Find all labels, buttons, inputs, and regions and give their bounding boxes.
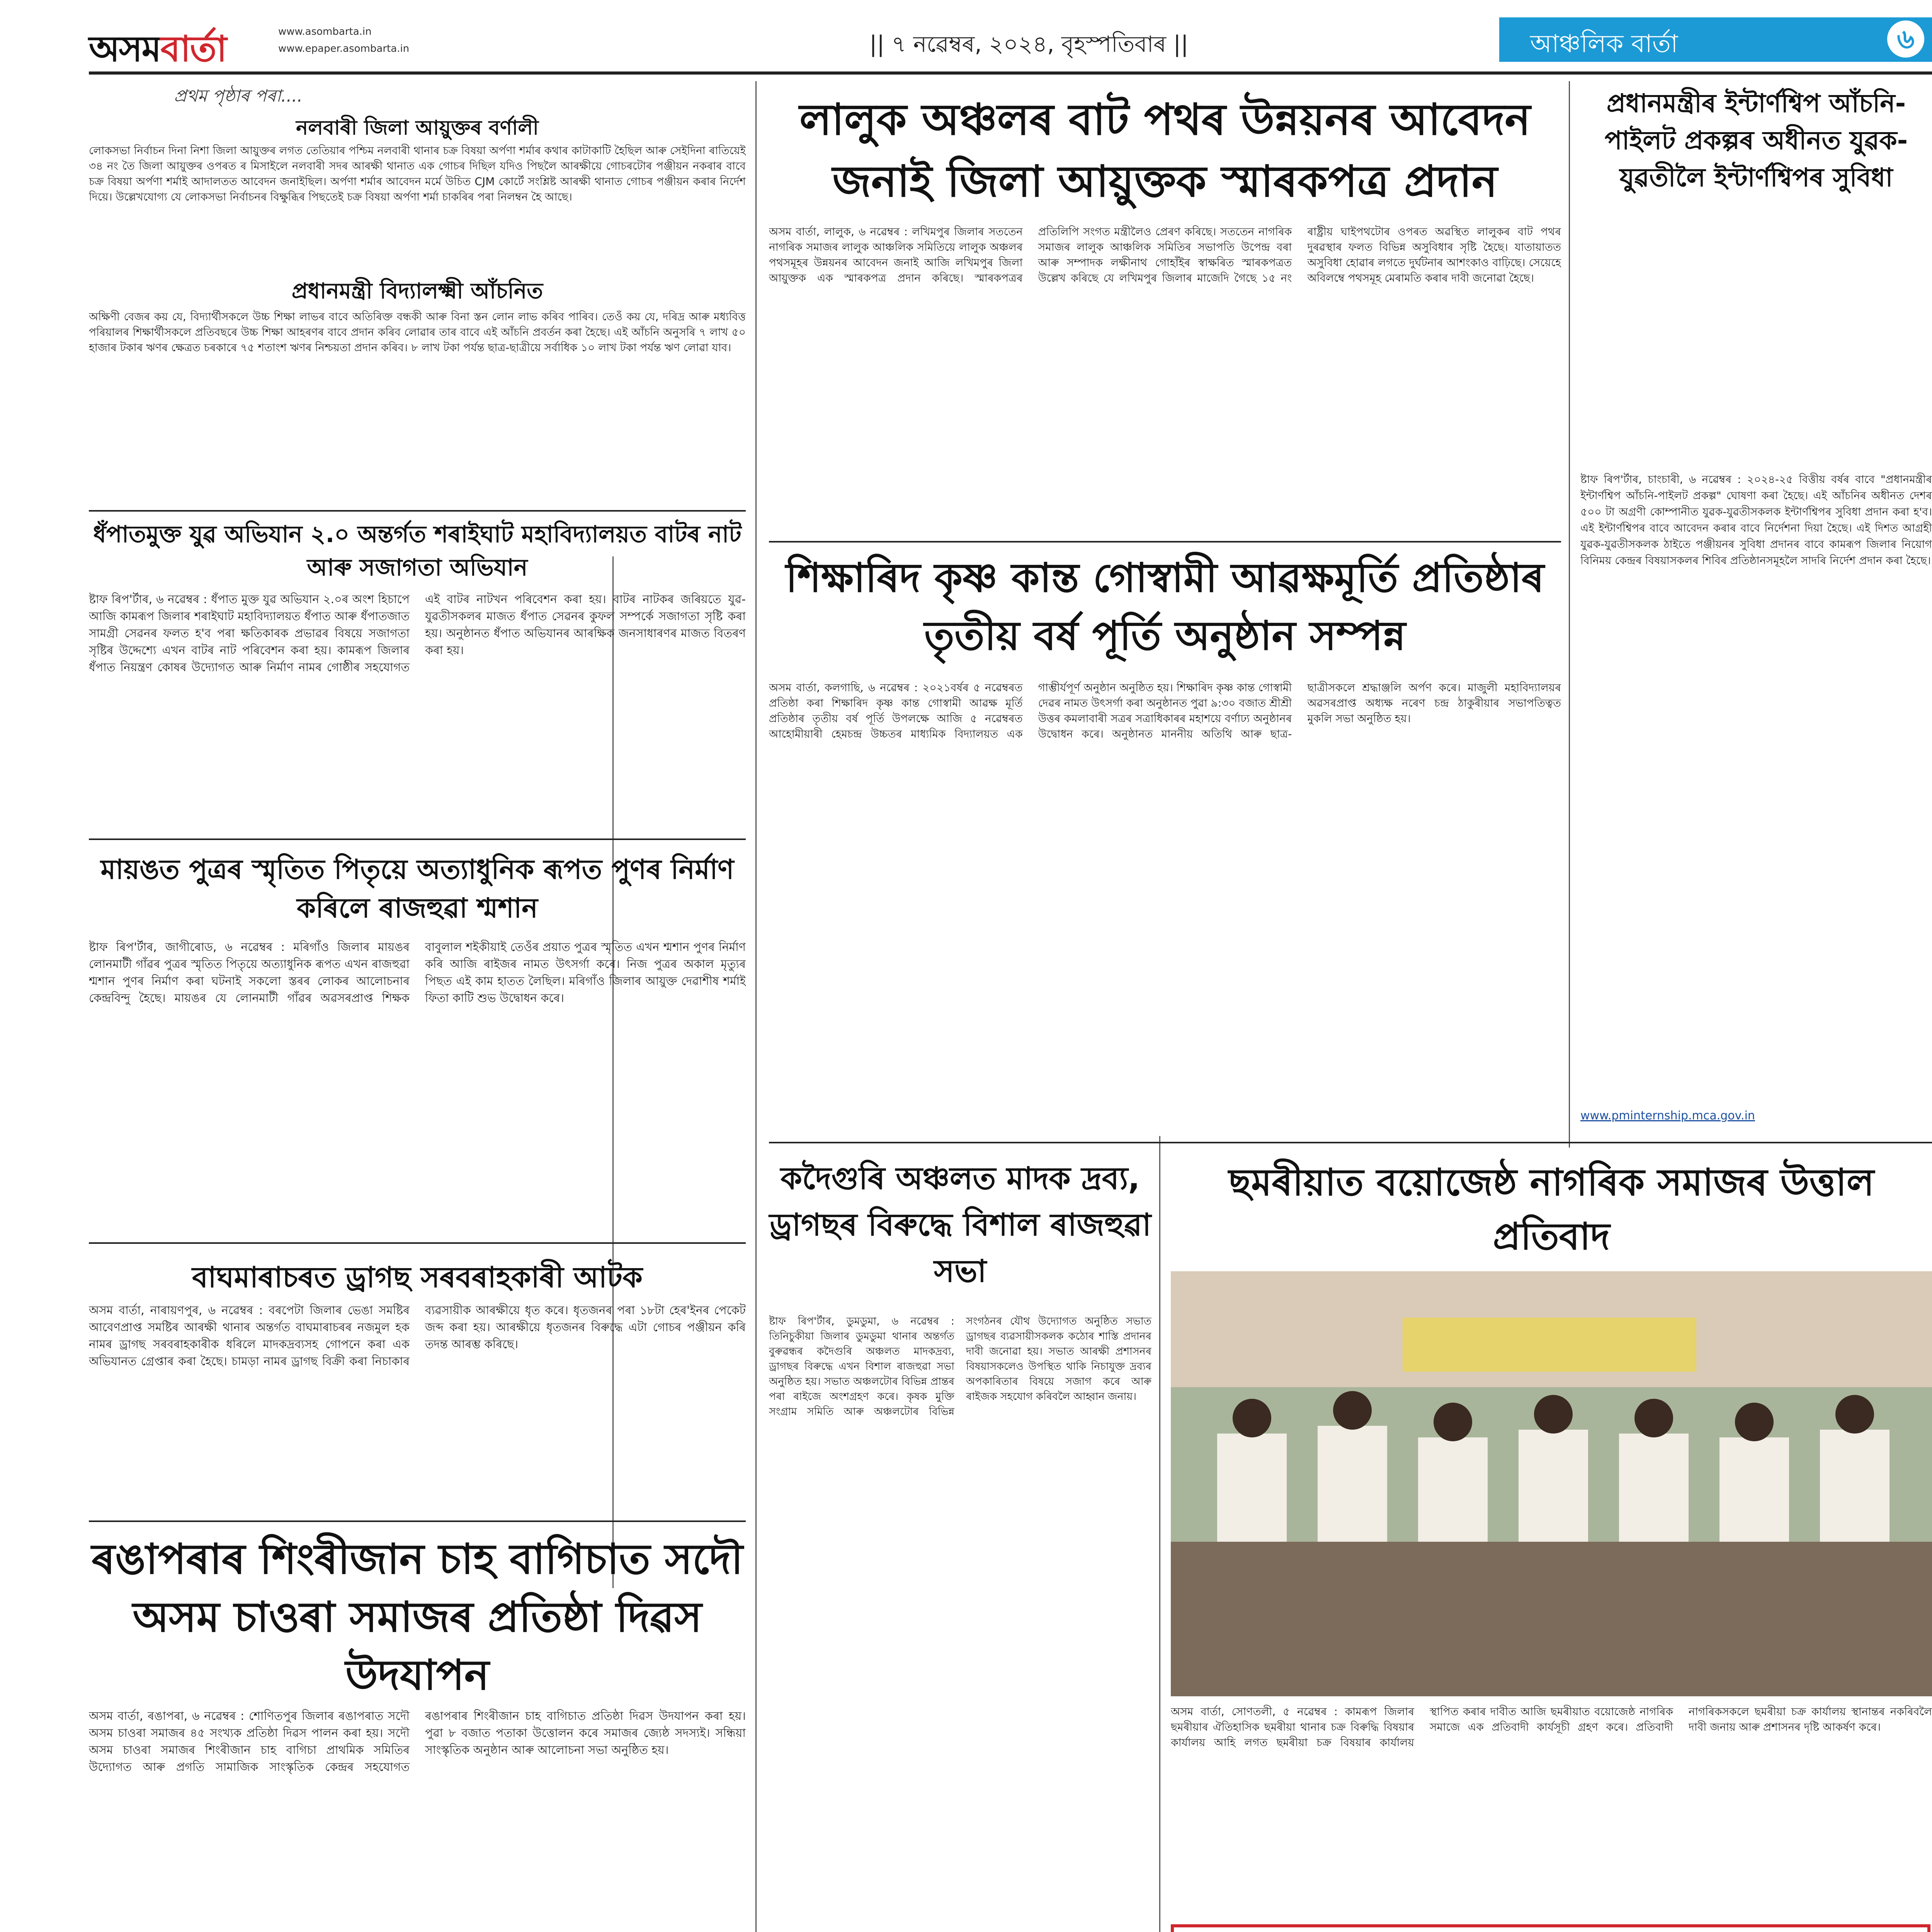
headline-a2[interactable]: প্ৰধানমন্ত্ৰী বিদ্যালক্ষ্মী আঁচনিত xyxy=(291,279,543,304)
protest-gathering-photo xyxy=(1171,1271,1932,1696)
column-divider xyxy=(1569,81,1570,1148)
headline-c1[interactable]: প্ৰধানমন্ত্ৰীৰ ইন্টাৰ্ণশ্বিপ আঁচনি-পাইলট প্ৰকল্পৰ অধীনত যুৱক-যুৱতীলৈ ইন্টাৰ্ণশ্বিপৰ সুবিধা xyxy=(1604,88,1908,192)
column-divider xyxy=(755,81,757,1932)
article-body-a5: অসম বাৰ্তা, নাৰায়ণপুৰ, ৬ নৱেম্বৰ : বৰপেটা জিলাৰ ভেঙা সমষ্টিৰ আবেণপ্ৰাপ্ত সমষ্টিৰ আৰক্ষী থানাৰ অন্তৰ্গত বাঘমাৰাচৰৰ নজমুল হক নামৰ ড্ৰাগছ সৰবৰাহকাৰীক ধৰিলে মাদকদ্ৰব্যসহ গোপনে কৰা এক অভিযানত গ্ৰেপ্তাৰ কৰা হৈছে। চামড়া নামৰ ড্ৰাগছ বিক্ৰী কৰা নিচাকাৰ ব্যৱসায়ীক আৰক্ষীয়ে ধৃত কৰে। ধৃতজনৰ পৰা ১৮টা হেৰ'ইনৰ পেকেট জব্দ কৰা হয়। আৰক্ষীয়ে ধৃতজনৰ বিৰুদ্ধে এটা গোচৰ পঞ্জীয়ন কৰি তদন্ত আৰম্ভ কৰিছে। xyxy=(89,1304,746,1368)
divider xyxy=(89,838,746,840)
headline-a6[interactable]: ৰঙাপৰাৰ শিংৰীজান চাহ বাগিচাত সদৌ অসম চাওৰা সমাজৰ প্ৰতিষ্ঠা দিৱস উদযাপন xyxy=(92,1535,743,1699)
website-links xyxy=(278,23,409,57)
article-body-a6: অসম বাৰ্তা, ৰঙাপৰা, ৬ নৱেম্বৰ : শোণিতপুৰ জিলাৰ ৰঙাপৰাত সদৌ অসম চাওৰা সমাজৰ ৪৫ সংখ্যক প্ৰতিষ্ঠা দিৱস পালন কৰা হয়। সদৌ অসম চাওৰা সমাজৰ শিংৰীজান চাহ বাগিচা প্ৰাথমিক সমিতিৰ উদ্যোগত আৰু প্ৰগতি সামাজিক সাংস্কৃতিক কেন্দ্ৰৰ সহযোগত ৰঙাপৰাৰ শিংৰীজান চাহ বাগিচাত প্ৰতিষ্ঠা দিৱস উদযাপন কৰা হয়। পুৱা ৮ বজাত পতাকা উত্তোলন কৰে সমাজৰ জ্যেষ্ঠ সদস্যই। সন্ধিয়া সাংস্কৃতিক অনুষ্ঠান আৰু আলোচনা সভা অনুষ্ঠিত হয়। xyxy=(89,1709,746,1774)
divider xyxy=(769,1142,1932,1143)
headline-b1[interactable]: লালুক অঞ্চলৰ বাট পথৰ উন্নয়নৰ আবেদন জনাই জিলা আয়ুক্তক স্মাৰকপত্ৰ প্ৰদান xyxy=(799,94,1531,207)
page-number: ৬ xyxy=(1887,20,1924,58)
headline-a3[interactable]: ধঁপাতমুক্ত যুৱ অভিযান ২.০ অন্তৰ্গত শৰাইঘাট মহাবিদ্যালয়ত বাটৰ নাট আৰু সজাগতা অভিযান xyxy=(93,521,742,581)
headline-a4[interactable]: মায়ঙত পুত্ৰৰ স্মৃতিত পিতৃয়ে অত্যাধুনিক ৰূপত পুণৰ নিৰ্মাণ কৰিলে ৰাজহুৱা শ্মশান xyxy=(100,854,734,924)
article-body-a4: ষ্টাফ ৰিপ'ৰ্টাৰ, জাগীৰোড, ৬ নৱেম্বৰ : মৰিগাঁও জিলাৰ মায়ঙৰ লোনমাটী গাঁৱৰ পুত্ৰৰ স্মৃতিত পিতৃয়ে অত্যাধুনিক ৰূপত এখন ৰাজহুৱা শ্মশান পুণৰ নিৰ্মাণ কৰা ঘটনাই সকলো স্তৰৰ লোকৰ আলোচনাৰ কেন্দ্ৰবিন্দু হৈছে। মায়ঙৰ যে লোনমাটী গাঁৱৰ অৱসৰপ্ৰাপ্ত শিক্ষক বাবুলাল শইকীয়াই তেওঁৰ প্ৰয়াত পুত্ৰৰ স্মৃতিত এখন শ্মশান পুণৰ নিৰ্মাণ কৰি আজি ৰাইজৰ নামত উৎসৰ্গা কৰে। নিজ পুত্ৰৰ অকাল মৃত্যুৰ পিছত এই কাম হাতত লৈছিল। মৰিগাঁও জিলাৰ আয়ুক্ত দেৱাশীষ শৰ্মাই ফিতা কাটি শুভ উদ্বোধন কৰে। xyxy=(89,940,746,1005)
photo-illustration xyxy=(1171,1271,1932,1696)
continued-kicker: প্ৰথম পৃষ্ঠাৰ পৰা.... xyxy=(174,86,303,106)
headline-b3[interactable]: কদৈগুৰি অঞ্চলত মাদক দ্ৰব্য, ড্ৰাগছৰ বিৰুদ্ধে বিশাল ৰাজহুৱা সভা xyxy=(769,1160,1151,1289)
article-body-c2: অসম বাৰ্তা, সোণতলী, ৫ নৱেম্বৰ : কামৰূপ জিলাৰ ছমৰীয়াৰ ঐতিহাসিক ছমৰীয়া থানাৰ চক্ৰ বিৰুদ্ধি বিষয়াৰ কাৰ্যালয় আহি লগত ছমৰীয়া চক্ৰ বিষয়াৰ কাৰ্যালয় স্থাপিত কৰাৰ দাবীত আজি ছমৰীয়াত বয়োজেষ্ঠ নাগৰিক সমাজে এক প্ৰতিবাদী কাৰ্যসূচী গ্ৰহণ কৰে। প্ৰতিবাদী নাগৰিকসকলে ছমৰীয়া চক্ৰ কাৰ্যালয় স্থানান্তৰ নকৰিবলৈ দাবী জনায় আৰু প্ৰশাসনৰ দৃষ্টি আকৰ্ষণ কৰে। xyxy=(1171,1705,1932,1749)
divider xyxy=(89,1242,746,1244)
section-label: আঞ্চলিক বাৰ্তা xyxy=(1530,30,1678,58)
divider xyxy=(89,510,746,512)
headline-a5[interactable]: বাঘমাৰাচৰত ড্ৰাগছ সৰবৰাহকাৰী আটক xyxy=(192,1261,643,1294)
headline-a1[interactable]: নলবাৰী জিলা আয়ুক্তৰ বৰ্ণালী xyxy=(296,116,539,139)
website-link[interactable]: www.asombarta.in xyxy=(278,26,372,37)
headline-c2[interactable]: ছমৰীয়াত বয়োজেষ্ঠ নাগৰিক সমাজৰ উত্তাল প্ৰতিবাদ xyxy=(1228,1160,1874,1258)
dateline: || ৭ নৱেম্বৰ, ২০২৪, বৃহস্পতিবাৰ || xyxy=(869,31,1189,57)
article-body-b1: অসম বাৰ্তা, লালুক, ৬ নৱেম্বৰ : লখিমপুৰ জিলাৰ সততেন নাগৰিক সমাজৰ লালুক আঞ্চলিক সমিতিয়ে লালুক অঞ্চলৰ পথসমূহৰ উন্নয়নৰ আবেদন জনাই আজি লখিমপুৰ জিলা আয়ুক্তক এক স্মাৰকপত্ৰ প্ৰদান কৰিছে। স্মাৰকপত্ৰৰ প্ৰতিলিপি সংগত মন্ত্ৰীলৈও প্ৰেৰণ কৰিছে। সততেন নাগৰিক সমাজৰ লালুক আঞ্চলিক সমিতিৰ সভাপতি উপেন্দ্ৰ বৰা আৰু সম্পাদক লক্ষীনাথ গোহাঁইৰ স্বাক্ষৰিত স্মাৰকপত্ৰত উল্লেখ কৰিছে যে লখিমপুৰ জিলাৰ মাজেদি গৈছে ১৫ নং ৰাষ্ট্ৰীয় ঘাইপথটোৰ ওপৰত অৱস্থিত লালুকৰ বাট পথৰ দুৰৱস্থাৰ ফলত বিভিন্ন অসুবিধাৰ সৃষ্টি হৈছে। যাতায়াতত অসুবিধা হোৱাৰ লগতে দুৰ্ঘটনাৰ আশংকাও বাঢ়িছে। সেয়েহে অবিলম্বে পথসমূহ মেৰামতি কৰাৰ দাবী জনোৱা হৈছে। xyxy=(769,225,1561,284)
highlight-box xyxy=(1171,1924,1930,1932)
divider xyxy=(89,1520,746,1522)
section-tab xyxy=(1499,17,1932,62)
article-body-b3: ষ্টাফ ৰিপ'ৰ্টাৰ, ডুমডুমা, ৬ নৱেম্বৰ : তিনিচুকীয়া জিলাৰ ডুমডুমা থানাৰ অন্তৰ্গত বুৰুৱন্ধৰ কদৈগুৰি অঞ্চলত মাদকদ্ৰব্য, ড্ৰাগছৰ বিৰুদ্ধে এখন বিশাল ৰাজহুৱা সভা অনুষ্ঠিত হয়। সভাত অঞ্চলটোৰ বিভিন্ন প্ৰান্তৰ পৰা ৰাইজে অংশগ্ৰহণ কৰে। কৃষক মুক্তি সংগ্ৰাম সমিতি আৰু অঞ্চলটোৰ বিভিন্ন সংগঠনৰ যৌথ উদ্যোগত অনুষ্ঠিত সভাত ড্ৰাগছৰ ব্যৱসায়ীসকলক কঠোৰ শাস্তি প্ৰদানৰ দাবী জনোৱা হয়। সভাত আৰক্ষী প্ৰশাসনৰ বিষয়াসকলেও উপস্থিত থাকি নিচাযুক্ত দ্ৰব্যৰ অপকাৰিতাৰ বিষয়ে সজাগ কৰে আৰু ৰাইজক সহযোগ কৰিবলৈ আহ্বান জনায়। xyxy=(769,1315,1151,1418)
article-body-a2: অক্ষিণী বেজৰ কয় যে, বিদ্যাৰ্থীসকলে উচ্চ শিক্ষা লাভৰ বাবে অতিৰিক্ত বন্ধকী আৰু বিনা স্তন লোন লাভ কৰিব পাৰিব। তেওঁ কয় যে, দৰিদ্ৰ আৰু মধ্যবিত্ত পৰিয়ালৰ শিক্ষাৰ্থীসকলে প্ৰতিবছৰে উচ্চ শিক্ষা আহৰণৰ বাবে প্ৰদান কৰিব লোৱাৰ তাৰ বাবে এই আঁচনি প্ৰবৰ্তন কৰা হৈছে। এই আঁচনি অনুসৰি ৭ লাখ ৫০ হাজাৰ টকাৰ ঋণৰ ক্ষেত্ৰত চৰকাৰে ৭৫ শতাংশ ঋণৰ নিশ্চয়তা প্ৰদান কৰিব। ৮ লাখ টকা পৰ্যন্ত ছাত্ৰ-ছাত্ৰীয়ে সৰ্বাধিক ১০ লাখ টকা পৰ্যন্ত ঋণ লোৱা যাব। xyxy=(89,310,746,354)
headline-b2[interactable]: শিক্ষাৰিদ কৃষ্ণ কান্ত গোস্বামী আৱক্ষমূৰ্তি প্ৰতিষ্ঠাৰ তৃতীয় বৰ্ষ পূৰ্তি অনুষ্ঠান সম্পন্ন xyxy=(786,554,1544,659)
article-body-b2: অসম বাৰ্তা, কলগাছি, ৬ নৱেম্বৰ : ২০২১বৰ্ষৰ ৫ নৱেম্বৰত প্ৰতিষ্ঠা কৰা শিক্ষাৰিদ কৃষ্ণ কান্ত গোস্বামী আৱক্ষ মূৰ্তি প্ৰতিষ্ঠাৰ তৃতীয় বৰ্ষ পূৰ্তি উপলক্ষে আজি ৫ নৱেম্বৰত আহোমীয়াৰী হেমচন্দ্ৰ উচ্চতৰ মাধ্যমিক বিদ্যালয়ত এক গাম্ভীৰ্যপূৰ্ণ অনুষ্ঠান অনুষ্ঠিত হয়। শিক্ষাৰিদ কৃষ্ণ কান্ত গোস্বামী দেৱৰ নামত উৎসৰ্গা কৰা অনুষ্ঠানত পুৱা ৯:৩০ বজাত শ্ৰীশ্ৰী উত্তৰ কমলাবাৰী সত্ৰৰ সত্ৰাধিকাৰৰ মহাশয়ে বৰ্ণাঢ্য অনুষ্ঠানৰ উদ্বোধন কৰে। অনুষ্ঠানত মাননীয় অতিথি আৰু ছাত্ৰ-ছাত্ৰীসকলে শ্ৰদ্ধাঞ্জলি অৰ্পণ কৰে। মাজুলী মহাবিদ্যালয়ৰ অৱসৰপ্ৰাপ্ত অধ্যক্ষ নৰেণ চন্দ্ৰ ঠাকুৰীয়াৰ সভাপতিত্বত মুকলি সভা অনুষ্ঠিত হয়। xyxy=(769,681,1561,740)
internship-url-link[interactable]: www.pminternship.mca.gov.in xyxy=(1580,1109,1755,1122)
logo-right: বার্তা xyxy=(160,28,226,70)
divider xyxy=(769,541,1561,543)
column-divider xyxy=(1159,1136,1160,1932)
article-body-c1: ষ্টাফ ৰিপ'ৰ্টাৰ, চাংচাৰী, ৬ নৱেম্বৰ : ২০২৪-২৫ বিত্তীয় বৰ্ষৰ বাবে "প্ৰধানমন্ত্ৰীৰ ইন্টাৰ্ণশ্বিপ আঁচনি-পাইলট প্ৰকল্প" ঘোষণা কৰা হৈছে। এই আঁচনিৰ অধীনত দেশৰ ৫০০ টা অগ্ৰণী কোম্পানীত যুৱক-যুৱতীসকলক ইন্টাৰ্ণশ্বিপৰ সুবিধা প্ৰদান কৰা হ'ব। এই ইন্টাৰ্ণশ্বিপৰ বাবে আবেদন কৰাৰ বাবে নিৰ্দেশনা দিয়া হৈছে। এই দিশত আগ্ৰহী যুৱক-যুৱতীসকলক ঠাইতে পঞ্জীয়নৰ সুবিধা প্ৰদানৰ বাবে কামৰূপ জিলাৰ নিয়োগ বিনিময় কেন্দ্ৰৰ বিষয়াসকলৰ শিবিৰ প্ৰতিষ্ঠানসমূহলৈ সাদৰি নিৰ্দেশ প্ৰদান কৰা হৈছে। xyxy=(1580,473,1932,567)
logo-left: অসম xyxy=(89,28,161,70)
epaper-link[interactable]: www.epaper.asombarta.in xyxy=(278,43,410,54)
masthead-rule xyxy=(89,71,1932,75)
article-body-a1: লোকসভা নিৰ্বাচন দিনা নিশা জিলা আয়ুক্তৰ লগত তেতিয়াৰ পশ্চিম নলবাৰী থানাৰ চক্ৰ বিষয়া অৰ্পণা শৰ্মাৰ কথাৰ কাটাকাটি হৈছিল আৰু সেইদিনা ৰাতিয়েই ৩৪ নং তৈ জিলা আয়ুক্তৰ ওপৰত ৰ মিসাইলে নলবাৰী সদৰ আৰক্ষী থানাত এক গোচৰ দিছিল যদিও পিছলৈ আৰক্ষীয়ে গোচৰটোৰ পঞ্জীয়ন নকৰাৰ বাবে চক্ৰ বিষয়া অৰ্পণা শৰ্মাই আদালতত আবেদন জনাইছিল। অৰ্পণা শৰ্মাৰ আবেদন মৰ্মে উচিত CJM কোৰ্টে সংশ্লিষ্ট আৰক্ষী থানাত গোচৰ পঞ্জীয়ন কৰাৰ নিৰ্দেশ দিয়ে। উল্লেখযোগ্য যে লোকসভা নিৰ্বাচনৰ বিক্ষুব্ধিৰ পিছতেই চক্ৰ বিষয়া অৰ্পণা শৰ্মা চাকৰিৰ পৰা নিলম্বন হৈ আছে। xyxy=(89,144,746,203)
article-body-a3: ষ্টাফ ৰিপ'ৰ্টাৰ, ৬ নৱেম্বৰ : ধঁপাত মুক্ত যুৱ অভিযান ২.০ৰ অংশ হিচাপে আজি কামৰূপ জিলাৰ শৰাইঘাট মহাবিদ্যালয়ত ধঁপাত আৰু ধঁপাতজাত সামগ্ৰী সেৱনৰ ফলত হ'ব পৰা ক্ষতিকাৰক প্ৰভাৱৰ বিষয়ে সজাগতা সৃষ্টিৰ উদ্দেশ্যে এখন বাটৰ নাট পৰিবেশন কৰা হয়। কামৰূপ জিলাৰ ধঁপাত নিয়ন্ত্ৰণ কোষৰ উদ্যোগত আৰু নিৰ্মাণ নামৰ গোষ্ঠীৰ সহযোগত এই বাটৰ নাটখন পৰিবেশন কৰা হয়। বাটৰ নাটকৰ জৰিয়তে যুৱ-যুৱতীসকলৰ মাজত ধঁপাত সেৱনৰ কুফল সম্পৰ্কে সজাগতা সৃষ্টি কৰা হয়। অনুষ্ঠানত ধঁপাত অভিযানৰ আৰক্ষিক জনসাধাৰণৰ মাজত বিতৰণ কৰা হয়। xyxy=(89,593,746,674)
newspaper-logo xyxy=(89,21,255,68)
